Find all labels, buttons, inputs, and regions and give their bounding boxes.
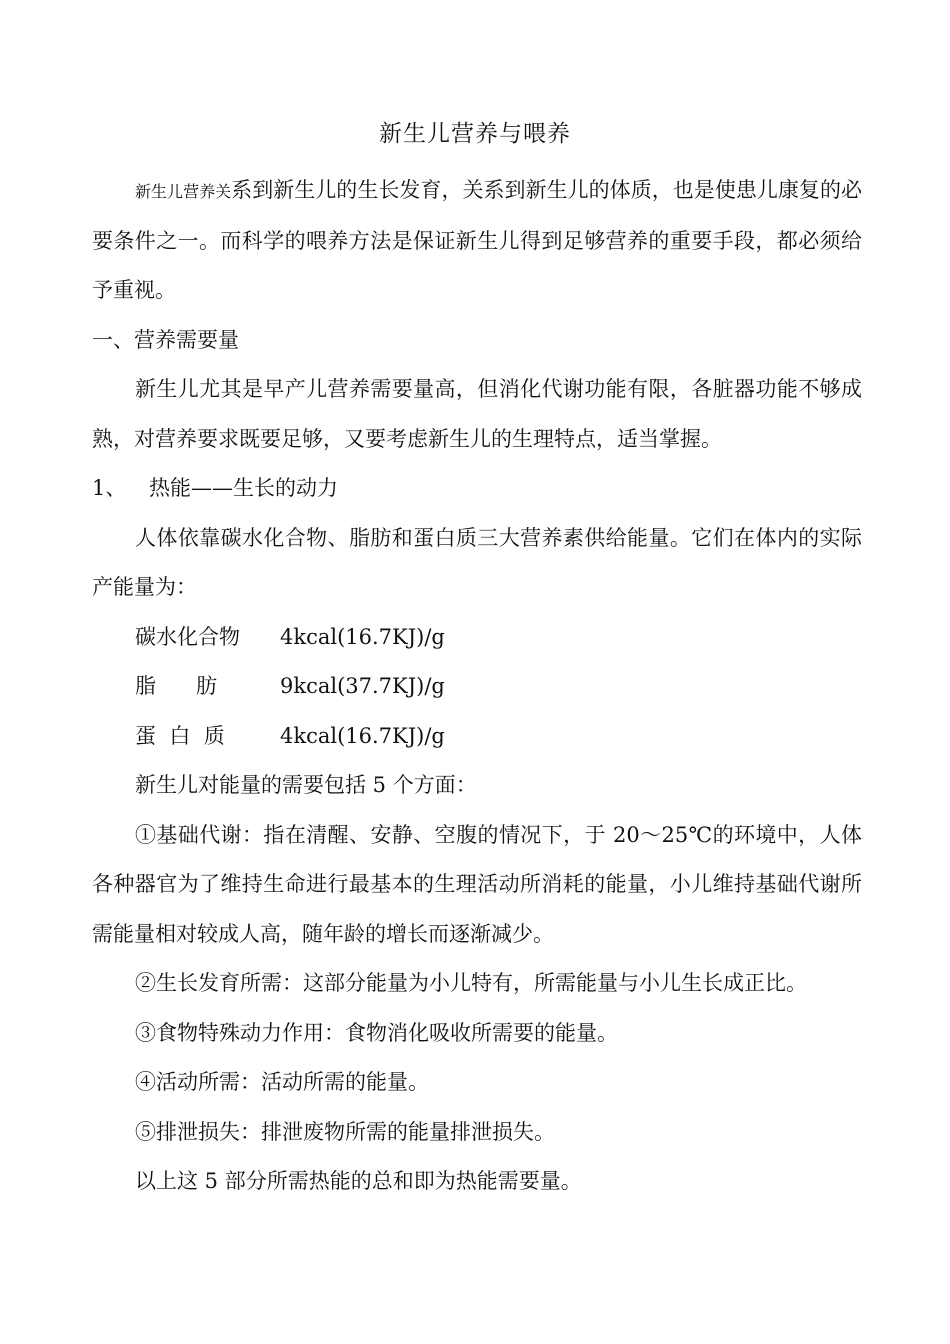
intro-paragraph	[92, 166, 862, 316]
document-body	[92, 166, 862, 1207]
section-heading: 一、营养需要量	[92, 327, 239, 352]
page-title: 新生儿营养与喂养	[379, 121, 571, 147]
need-item: ①基础代谢：指在清醒、安静、空腹的情况下，于 20～25℃的环境中，人体各种器官为了维持生命进行最基本的生理活动所消耗的能量，小儿维持基础代谢所需能量相对较成人高，随年龄的增长而逐渐减少。	[92, 822, 862, 946]
need-item: ③食物特殊动力作用：食物消化吸收所需要的能量。	[135, 1020, 618, 1045]
energy-label: 脂 肪	[135, 674, 218, 698]
energy-label: 蛋 白 质	[135, 723, 225, 748]
summary-paragraph: 以上这 5 部分所需热能的总和即为热能需要量。	[135, 1169, 582, 1193]
intro-lead: 新生儿营养关	[135, 182, 232, 201]
energy-value: 4kcal(16.7KJ)/g	[280, 624, 445, 649]
energy-label: 碳水化合物	[135, 624, 240, 649]
intro-text: 系到新生儿的生长发育，关系到新生儿的体质，也是使患儿康复的必要条件之一。而科学的喂养方法是保证新生儿得到足够营养的重要手段，都必须给予重视。	[92, 178, 862, 302]
subsection-title: 热能——生长的动力	[149, 476, 338, 500]
section-paragraph: 新生儿尤其是早产儿营养需要量高，但消化代谢功能有限，各脏器功能不够成熟，对营养要求既要足够，又要考虑新生儿的生理特点，适当掌握。	[92, 377, 862, 451]
need-item: ⑤排泄损失：排泄废物所需的能量排泄损失。	[135, 1119, 555, 1144]
energy-row	[92, 613, 862, 663]
need-item: ④活动所需：活动所需的能量。	[135, 1070, 429, 1094]
energy-value: 4kcal(16.7KJ)/g	[280, 723, 445, 748]
need-item: ②生长发育所需：这部分能量为小儿特有，所需能量与小儿生长成正比。	[135, 971, 807, 995]
energy-value: 9kcal(37.7KJ)/g	[280, 674, 445, 698]
needs-intro: 新生儿对能量的需要包括 5 个方面：	[135, 773, 477, 797]
energy-row	[92, 712, 862, 762]
energy-row	[92, 662, 862, 712]
subsection-heading	[92, 464, 862, 514]
subsection-paragraph: 人体依靠碳水化合物、脂肪和蛋白质三大营养素供给能量。它们在体内的实际产能量为：	[92, 525, 862, 599]
subsection-number: 1、	[92, 476, 127, 500]
